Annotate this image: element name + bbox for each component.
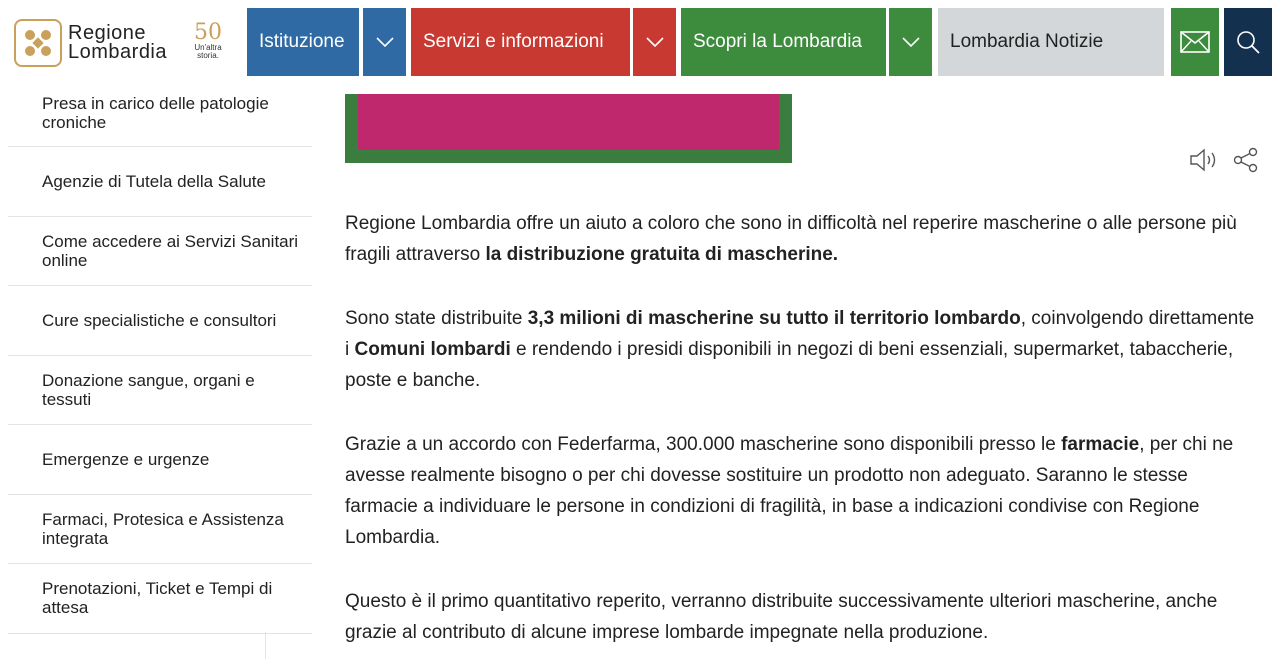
anniversary-sub1: Un'altra — [194, 43, 222, 52]
logo-mark-icon — [14, 19, 62, 67]
anniversary-sub2: storia. — [197, 51, 219, 60]
article-image-inner — [358, 94, 779, 150]
nav-servizi-informazioni[interactable]: Servizi e informazioni — [411, 8, 630, 76]
divider — [265, 632, 266, 659]
sidebar-item-donazione[interactable]: Donazione sangue, organi e tessuti — [8, 356, 312, 426]
regione-lombardia-logo[interactable] — [14, 18, 234, 68]
sidebar-item-cure-specialistiche[interactable]: Cure specialistiche e consultori — [8, 286, 312, 356]
mail-icon[interactable] — [1171, 8, 1219, 76]
paragraph-text: , per chi ne avesse realmente bisogno o per chi dovesse sostituire un prodotto non adeguato. Saranno le stesse farmacie a individuare le persone in condizioni di fragilità, in base a indicazioni condivise con Regione Lombardia. — [345, 434, 1234, 548]
bold-text: farmacie — [1061, 434, 1140, 455]
paragraph-1 — [345, 208, 1257, 270]
paragraph-text: , coinvolgendo direttamente i — [345, 308, 1255, 360]
anniversary-number: 50 — [194, 20, 222, 45]
sidebar-item-patologie-croniche[interactable]: Presa in carico delle patologie croniche — [8, 86, 312, 147]
sidebar-item-ats[interactable]: Agenzie di Tutela della Salute — [8, 147, 312, 217]
bold-text: la distribuzione gratuita di mascherine. — [485, 244, 839, 265]
sidebar-item-farmaci[interactable]: Farmaci, Protesica e Assistenza integrata — [8, 495, 312, 565]
chevron-down-icon[interactable] — [889, 8, 932, 76]
paragraph-text: Grazie a un accordo con Federfarma, 300.000 mascherine sono disponibili presso le — [345, 434, 1062, 455]
sidebar-item-servizi-online[interactable]: Come accedere ai Servizi Sanitari online — [8, 217, 312, 287]
chevron-down-icon[interactable] — [633, 8, 676, 76]
sidebar-item-emergenze[interactable]: Emergenze e urgenze — [8, 425, 312, 495]
paragraph-2 — [345, 303, 1257, 396]
sidebar-item-prenotazioni[interactable]: Prenotazioni, Ticket e Tempi di attesa — [8, 564, 312, 634]
nav-lombardia-notizie[interactable]: Lombardia Notizie — [938, 8, 1164, 76]
speaker-icon[interactable] — [1188, 146, 1222, 179]
article-image — [345, 94, 792, 163]
article-tools — [1188, 146, 1260, 176]
share-icon[interactable] — [1232, 146, 1260, 179]
nav-scopri-lombardia[interactable]: Scopri la Lombardia — [681, 8, 886, 76]
site-header — [0, 0, 1280, 86]
logo-line2: Lombardia — [68, 41, 168, 63]
anniversary-badge — [184, 22, 232, 64]
article-body — [345, 208, 1257, 659]
bold-text: 3,3 milioni di mascherine su tutto il territorio lombardo — [527, 308, 1021, 329]
sidebar-menu — [8, 86, 312, 634]
nav-istituzione[interactable]: Istituzione — [247, 8, 359, 76]
bold-text: Comuni lombardi — [354, 339, 511, 360]
logo-line1: Regione — [68, 22, 147, 44]
logo-wordmark — [68, 24, 167, 62]
search-icon[interactable] — [1224, 8, 1272, 76]
chevron-down-icon[interactable] — [363, 8, 406, 76]
paragraph-text: Regione Lombardia offre un aiuto a coloro che sono in difficoltà nel reperire mascherine o alle persone più fragili attraverso — [345, 213, 1237, 265]
paragraph-3 — [345, 429, 1257, 553]
paragraph-text: Sono state distribuite — [345, 308, 528, 329]
paragraph-4: Questo è il primo quantitativo reperito, verranno distribuite successivamente ulteriori mascherine, anche grazie al contributo di alcune imprese lombarde impegnate nella produzione. — [345, 591, 1218, 643]
paragraph-text: e rendendo i presidi disponibili in negozi di beni essenziali, supermarket, tabaccherie, poste e banche. — [345, 339, 1234, 391]
